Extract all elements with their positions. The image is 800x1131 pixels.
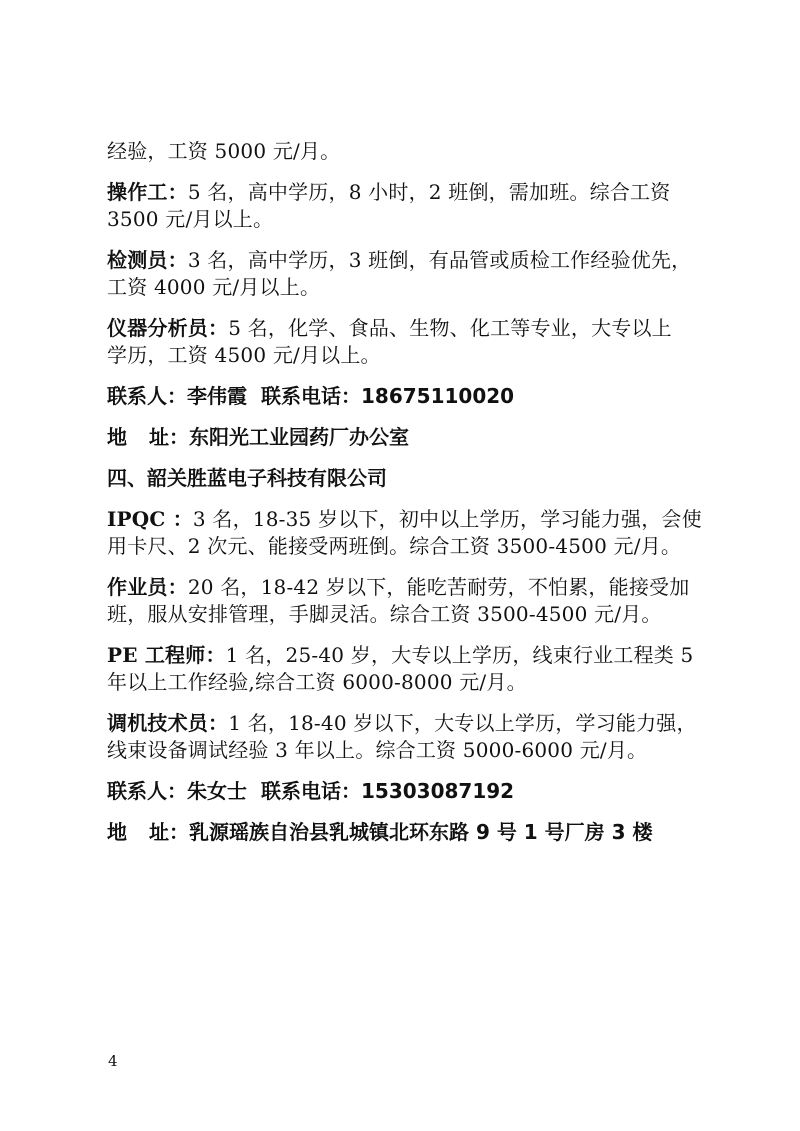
- job-title: PE 工程师: [107, 643, 206, 667]
- job-line-1: [107, 315, 707, 342]
- contact-name: 朱女士: [187, 779, 247, 803]
- contact-name: 李伟霞: [187, 384, 247, 408]
- job-title: IPQC: [107, 507, 166, 531]
- job-ipqc: [107, 506, 707, 560]
- job-title-sep: ：: [208, 316, 229, 340]
- job-inspector: [107, 247, 707, 301]
- contact-line: [107, 778, 707, 805]
- contact-line: [107, 383, 707, 410]
- address-label-2: 址：: [149, 820, 189, 844]
- job-desc: 5 名，高中学历，8 小时，2 班倒，需加班。综合工资: [187, 180, 671, 204]
- job-pe-engineer: [107, 642, 707, 696]
- job-title-sep: ：: [167, 248, 188, 272]
- job-desc: 1 名，25-40 岁，大专以上学历，线束行业工程类 5: [225, 643, 694, 667]
- job-title: 作业员: [107, 575, 168, 599]
- job-title: 检测员: [107, 248, 168, 272]
- phone-number: 18675110020: [361, 384, 515, 408]
- job-line-2: 3500 元/月以上。: [107, 207, 274, 231]
- job-title: 操作工: [107, 180, 168, 204]
- job-line-1: [107, 642, 707, 669]
- job-line-2: 学历，工资 4500 元/月以上。: [107, 343, 381, 367]
- section-title: 四、韶关胜蓝电子科技有限公司: [107, 466, 387, 490]
- job-machine-technician: [107, 710, 707, 764]
- address-label-1: 地: [107, 425, 127, 449]
- job-title: 仪器分析员: [107, 316, 208, 340]
- job-line-1: [107, 179, 707, 206]
- address-line: [107, 819, 707, 846]
- phone-number: 15303087192: [361, 779, 515, 803]
- job-title-sep: ：: [208, 711, 229, 735]
- job-title: 调机技术员: [107, 711, 208, 735]
- job-desc: 1 名，18-40 岁以下，大专以上学历，学习能力强，: [228, 711, 697, 735]
- job-title-sep: ：: [165, 507, 193, 531]
- job-line-2: 班，服从安排管理，手脚灵活。综合工资 3500-4500 元/月。: [107, 602, 662, 626]
- job-line-2: 年以上工作经验,综合工资 6000-8000 元/月。: [107, 670, 527, 694]
- contact-label: 联系人：: [107, 384, 187, 408]
- job-line-2: 线束设备调试经验 3 年以上。综合工资 5000-6000 元/月。: [107, 738, 648, 762]
- address-line: [107, 424, 707, 451]
- job-title-sep: ：: [167, 575, 188, 599]
- job-desc: 3 名，18-35 岁以下，初中以上学历，学习能力强，会使: [192, 507, 702, 531]
- job-line-1: [107, 574, 707, 601]
- phone-label: 联系电话：: [261, 384, 361, 408]
- job-title-sep: ：: [167, 180, 188, 204]
- address-text: 东阳光工业园药厂办公室: [189, 425, 409, 449]
- document-body: [107, 138, 707, 860]
- address-text: 乳源瑶族自治县乳城镇北环东路 9 号 1 号厂房 3 楼: [189, 820, 653, 844]
- job-desc: 3 名，高中学历，3 班倒，有品管或质检工作经验优先，: [187, 248, 692, 272]
- job-line-1: [107, 710, 707, 737]
- address-label-1: 地: [107, 820, 127, 844]
- contact-label: 联系人：: [107, 779, 187, 803]
- address-label-2: 址：: [149, 425, 189, 449]
- job-desc: 20 名，18-42 岁以下，能吃苦耐劳，不怕累，能接受加: [187, 575, 690, 599]
- job-operator: [107, 179, 707, 233]
- job-instrument-analyst: [107, 315, 707, 369]
- phone-label: 联系电话：: [261, 779, 361, 803]
- page-number: 4: [108, 1052, 118, 1070]
- job-title-sep: ：: [205, 643, 226, 667]
- job-desc: 5 名，化学、食品、生物、化工等专业，大专以上: [228, 316, 672, 340]
- job-line-2: 用卡尺、2 次元、能接受两班倒。综合工资 3500-4500 元/月。: [107, 534, 682, 558]
- job-line-1: [107, 247, 707, 274]
- job-line-1: [107, 506, 707, 533]
- job-line-2: 工资 4000 元/月以上。: [107, 275, 321, 299]
- salary-line-continued: 经验，工资 5000 元/月。: [107, 139, 341, 163]
- job-operator-worker: [107, 574, 707, 628]
